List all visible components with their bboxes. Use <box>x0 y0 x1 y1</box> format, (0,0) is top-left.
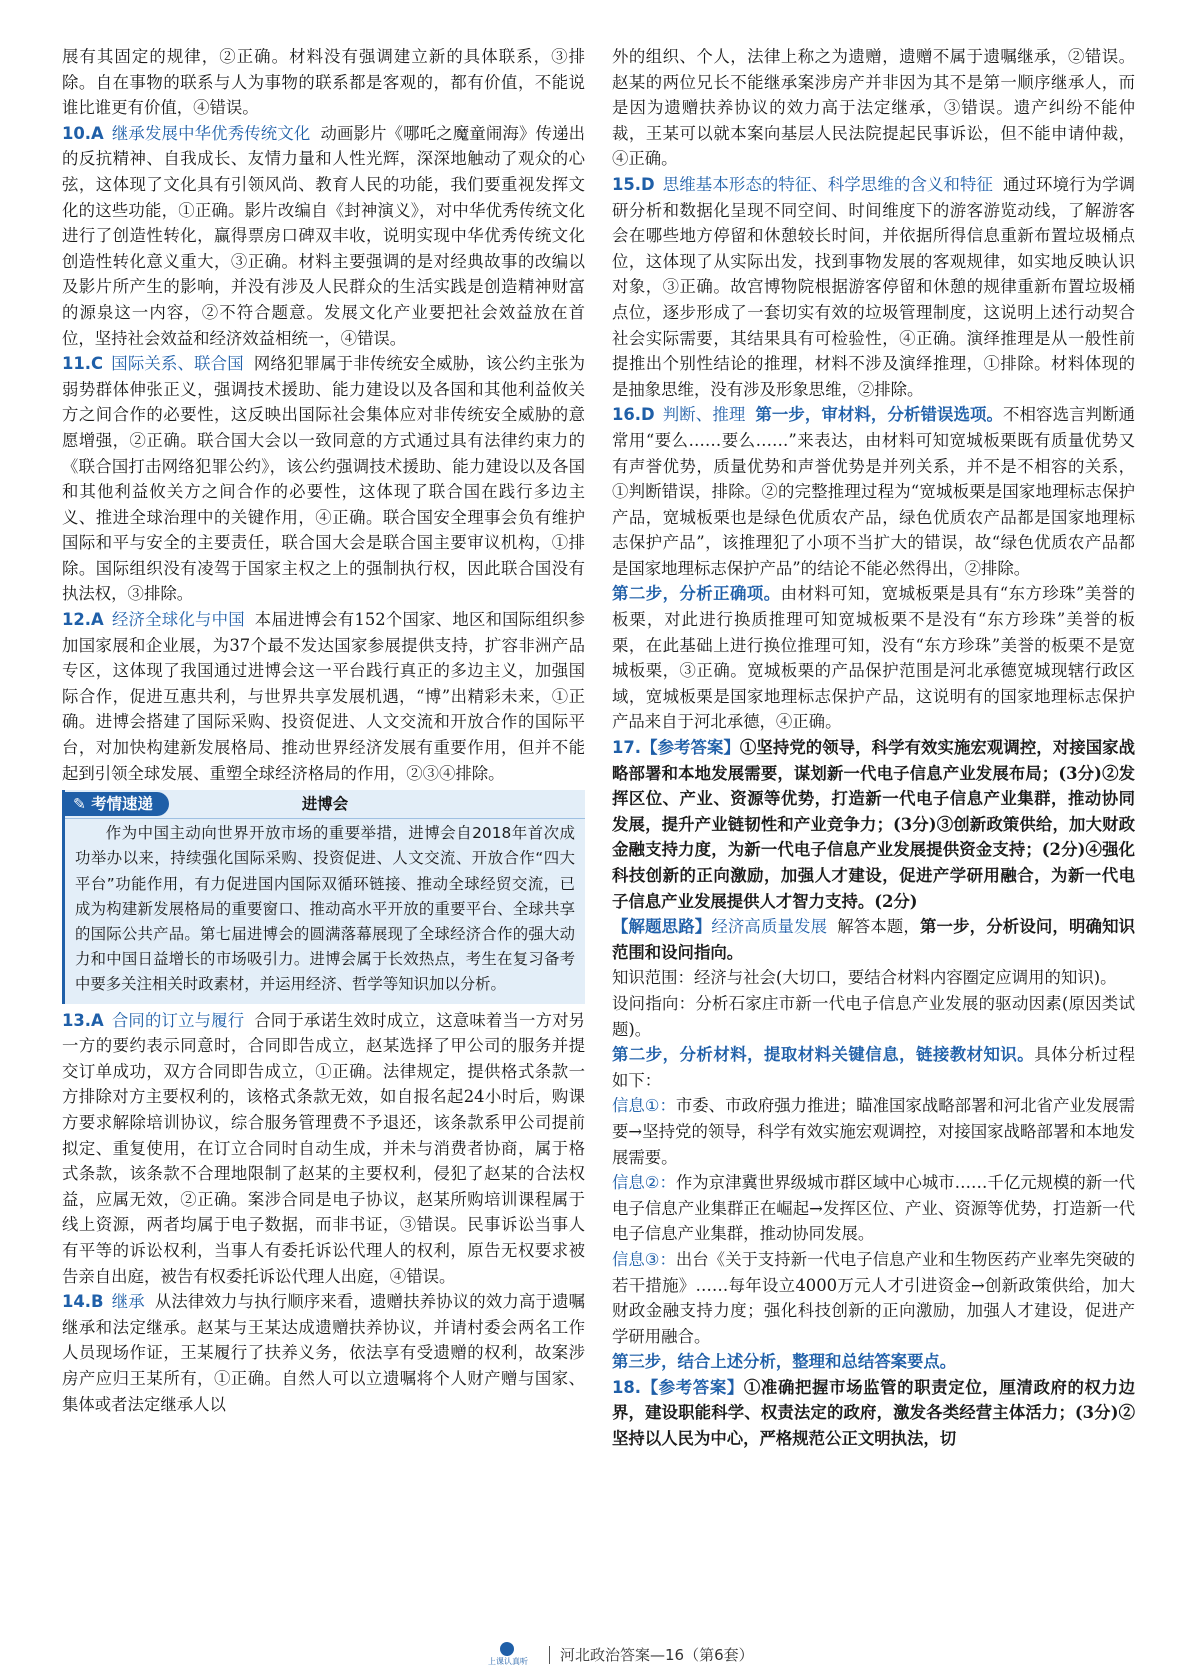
paragraph-continued: 展有其固定的规律，②正确。材料没有强调建立新的具体联系，③排除。自在事物的联系与人为事物的联系都是客观的，都有价值，不能说谁比谁更有价值，④错误。 <box>62 47 585 118</box>
info-text: 出台《关于支持新一代电子信息产业和生物医药产业率先突破的若干措施》……每年设立4000万元人才引进资金→创新政策供给，加大财政金融支持力度；强化科技创新的正向激励，加强人才建设，促进产学研用融合。 <box>612 1249 1135 1346</box>
answer-16 <box>612 402 1135 581</box>
step-two: 第二步，分析正确项。 <box>612 584 781 604</box>
knowledge-point: 继承发展中华优秀传统文化 <box>111 123 311 143</box>
question-number: 14.B <box>62 1292 104 1312</box>
answer-text: 动画影片《哪吒之魔童闹海》传递出的反抗精神、自我成长、友情力量和人性光辉，深深地触动了观众的心弦，这体现了文化具有引领风尚、教育人民的功能，我们要重视发挥文化的这些功能，①正确。影片改编自《封神演义》，对中华优秀传统文化进行了创造性转化，赢得票房口碑双丰收，说明实现中华优秀传统文化创造性转化意义重大，③正确。材料主要强调的是对经典故事的改编以及影片所产生的影响，并没有涉及人民群众的生活实践是创造精神财富的源泉这一内容，②不符合题意。发展文化产业要把社会效益放在首位，坚持社会效益和经济效益相统一，④错误。 <box>62 123 586 348</box>
solution-intro: 解答本题， <box>837 917 920 937</box>
info-label: 信息①： <box>612 1096 676 1116</box>
knowledge-point: 经济高质量发展 <box>711 917 828 937</box>
answer-text: 本届进博会有152个国家、地区和国际组织参加国家展和企业展，为37个最不发达国家参展提供支持，扩容非洲产品专区，这体现了我国通过进博会这一平台践行真正的多边主义，加强国际合作，促进互惠共利，与世界共享发展机遇，“博”出精彩未来，①正确。进博会搭建了国际采购、投资促进、人文交流和开放合作的国际平台，对加快构建新发展格局、推动世界经济发展有重要作用，但并不能起到引领全球发展、重塑全球经济格局的作用，②③④排除。 <box>62 610 585 783</box>
solution-idea-label: 【解题思路】 <box>612 917 712 937</box>
left-column <box>62 44 585 1417</box>
answer-text: 通过环境行为学调研分析和数据化呈现不同空间、时间维度下的游客游览动线，了解游客会在哪些地方停留和休憩较长时间，并依据所得信息重新布置垃圾桶点位，这体现了从实际出发，找到事物发展的客观规律，如实地反映认识对象，③正确。故宫博物院根据游客停留和休憩的规律重新布置垃圾桶点位，逐步形成了一套切实有效的垃圾管理制度，这说明上述行动契合社会实际需要，其结果具有可检验性，④正确。演绎推理是从一般性前提推出个别性结论的推理，材料不涉及演绎推理，①排除。材料体现的是抽象思维，没有涉及形象思维，②排除。 <box>612 174 1136 399</box>
step-two: 第二步，分析材料，提取材料关键信息，链接教材知识。 <box>612 1045 1035 1065</box>
exam-trend-tag-label: 考情速递 <box>91 795 153 814</box>
info-label: 信息③： <box>612 1249 676 1269</box>
step-one: 第一步，审材料，分析错误选项。 <box>755 405 1004 425</box>
knowledge-point: 国际关系、联合国 <box>111 354 244 374</box>
info-text: 作为京津冀世界级城市群区域中心城市……千亿元规模的新一代电子信息产业集群正在崛起→发挥区位、产业、资源等优势，打造新一代电子信息产业集群，推动协同发展。 <box>612 1173 1135 1244</box>
question-number: 18. <box>612 1377 642 1397</box>
info-1 <box>612 1093 1135 1170</box>
answer-text: 合同于承诺生效时成立，这意味着当一方对另一方的要约表示同意时，合同即告成立，赵某选择了甲公司的服务并提交订单成功，双方合同即告成立，①正确。法律规定，提供格式条款一方排除对方主要权利的，该格式条款无效，如自报名起24小时后，购课方要求解除培训协议，综合服务管理费不予退还，该条款系甲公司提前拟定、重复使用，在订立合同时自动生成，并未与消费者协商，属于格式条款，该条款不合理地限制了赵某的主要权利，侵犯了赵某的合法权益，应属无效，②正确。案涉合同是电子协议，赵某所购培训课程属于线上资源，两者均属于电子数据，而非书证，③错误。民事诉讼当事人有平等的诉讼权利，当事人有委托诉讼代理人的权利，原告无权要求被告亲自出庭，被告有权委托诉讼代理人出庭，④错误。 <box>62 1010 586 1286</box>
info-3 <box>612 1247 1135 1349</box>
question-number: 12.A <box>62 610 104 630</box>
question-number: 15.D <box>612 174 655 194</box>
question-number: 10.A <box>62 123 104 143</box>
knowledge-point: 继承 <box>111 1292 145 1312</box>
question-number: 16.D <box>612 405 655 425</box>
pen-icon: ✎ <box>73 795 86 814</box>
step-three: 第三步，结合上述分析，整理和总结答案要点。 <box>612 1352 957 1372</box>
answer-10 <box>62 121 585 351</box>
solution-idea <box>612 914 1135 965</box>
info-label: 信息②： <box>612 1173 676 1193</box>
reference-answer-label: 【参考答案】 <box>641 738 740 758</box>
answer-text: 从法律效力与执行顺序来看，遗赠扶养协议的效力高于遗嘱继承和法定继承。赵某与王某达成遗赠扶养协议，并请村委会两名工作人员现场作证，王某履行了扶养义务，依法享有受遗赠的权利，故案涉房产应归王某所有，①正确。自然人可以立遗嘱将个人财产赠与国家、集体或者法定继承人以 <box>62 1292 586 1414</box>
question-number: 11.C <box>62 354 104 374</box>
exam-trend-header <box>65 790 585 819</box>
reference-answer-label: 【参考答案】 <box>641 1377 744 1397</box>
knowledge-point: 思维基本形态的特征、科学思维的含义和特征 <box>662 174 994 194</box>
knowledge-point: 经济全球化与中国 <box>111 610 245 630</box>
answer-11 <box>62 351 585 607</box>
footer-text: 河北政治答案—16（第6套） <box>560 1646 754 1664</box>
answer-text: 不相容选言判断通常用“要么……要么……”来表达，由材料可知宽城板栗既有质量优势又有声誉优势，质量优势和声誉优势是并列关系，并不是不相容的关系，①判断错误，排除。②的完整推理过程为“宽城板栗是国家地理标志保护产品，宽城板栗也是绿色优质农产品，绿色优质农产品都是国家地理标志保护产品”，该推理犯了小项不当扩大的错误，故“绿色优质农产品都是国家地理标志保护产品”的结论不能必然得出，②排除。 <box>612 405 1136 578</box>
answer-15 <box>612 172 1135 402</box>
exam-trend-title: 进博会 <box>301 795 349 814</box>
knowledge-point: 判断、推理 <box>662 405 746 425</box>
answer-16-step2 <box>612 581 1135 735</box>
page-footer <box>0 1640 1179 1670</box>
info-2 <box>612 1170 1135 1247</box>
paragraph-continued: 外的组织、个人，法律上称之为遗赠，遗赠不属于遗嘱继承，②错误。赵某的两位兄长不能继承案涉房产并非因为其不是第一顺序继承人，而是因为遗赠扶养协议的效力高于法定继承，③错误。遗产纠纷不能仲裁，王某可以就本案向基层人民法院提起民事诉讼，但不能申请仲裁，④正确。 <box>612 47 1135 169</box>
exam-trend-body: 作为中国主动向世界开放市场的重要举措，进博会自2018年首次成功举办以来，持续强化国际采购、投资促进、人文交流、开放合作“四大平台”功能作用，有力促进国内国际双循环链接、推动全球经贸交流，已成为构建新发展格局的重要窗口、推动高水平开放的重要平台、全球共享的国际公共产品。第七届进博会的圆满落幕展现了全球经济合作的强大动力和中国日益增长的市场吸引力。进博会属于长效热点，考生在复习备考中要多关注相关时政素材，并运用经济、哲学等知识加以分析。 <box>75 824 575 994</box>
knowledge-scope: 知识范围：经济与社会(大切口，要结合材料内容圈定应调用的知识)。 <box>612 968 1117 988</box>
step-one: 第一步，分析设问，明确知识范围和设问指向。 <box>612 917 1136 962</box>
publisher-logo <box>472 1642 544 1668</box>
right-column <box>612 44 1135 1452</box>
knowledge-point: 合同的订立与履行 <box>111 1010 245 1030</box>
info-text: 市委、市政府强力推进；瞄准国家战略部署和河北省产业发展需要→坚持党的领导，科学有效实施宏观调控，对接国家战略部署和本地发展需要。 <box>612 1096 1135 1167</box>
step-two-line <box>612 1042 1135 1093</box>
question-direction: 设问指向：分析石家庄市新一代电子信息产业发展的驱动因素(原因类试题)。 <box>612 993 1135 1039</box>
step-two-tail: 具体分析过程如下： <box>612 1045 1136 1090</box>
answer-14 <box>62 1289 585 1417</box>
exam-trend-box <box>62 790 585 1003</box>
exam-trend-tag <box>65 792 169 816</box>
answer-18 <box>612 1375 1135 1452</box>
reference-answer: ①坚持党的领导，科学有效实施宏观调控，对接国家战略部署和本地发展需要，谋划新一代电子信息产业发展布局；(3分)②发挥区位、产业、资源等优势，打造新一代电子信息产业集群，推动协同发展，提升产业链韧性和产业竞争力；(3分)③创新政策供给，加大财政金融支持力度，为新一代电子信息产业发展提供资金支持；(2分)④强化科技创新的正向激励，加强人才建设，促进产学研用融合，为新一代电子信息产业发展提供人才智力支持。(2分) <box>612 738 1136 911</box>
logo-line-1: 上课认真听 <box>488 1657 528 1666</box>
answer-13 <box>62 1008 585 1290</box>
reference-answer: ①准确把握市场监管的职责定位，厘清政府的权力边界，建设职能科学、权责法定的政府，激发各类经营主体活力；(3分)②坚持以人民为中心，严格规范公正文明执法，切 <box>612 1377 1136 1449</box>
question-number: 17. <box>612 738 642 758</box>
logo-icon <box>500 1642 514 1656</box>
answer-text: 网络犯罪属于非传统安全威胁，该公约主张为弱势群体伸张正义，强调技术援助、能力建设以及各国和其他利益攸关方之间合作的必要性，这反映出国际社会集体应对非传统安全威胁的意愿增强，②正确。联合国大会以一致同意的方式通过具有法律约束力的《联合国打击网络犯罪公约》，该公约强调技术援助、能力建设以及各国和其他利益攸关方之间合作的必要性，这体现了联合国在践行多边主义、推进全球治理中的关键作用，④正确。联合国安全理事会负有维护国际和平与安全的主要责任，联合国大会是联合国主要审议机构，①排除。国际组织没有凌驾于国家主权之上的强制执行权，因此联合国没有执法权，③排除。 <box>62 354 586 604</box>
answer-12 <box>62 607 585 786</box>
footer-divider <box>549 1646 550 1664</box>
answer-text: 由材料可知，宽城板栗是具有“东方珍珠”美誉的板栗，对此进行换质推理可知宽城板栗不是没有“东方珍珠”美誉的板栗，在此基础上进行换位推理可知，没有“东方珍珠”美誉的板栗不是宽城板栗，③正确。宽城板栗的产品保护范围是河北承德宽城现辖行政区域，宽城板栗是国家地理标志保护产品，这说明有的国家地理标志保护产品来自于河北承德，④正确。 <box>612 584 1135 732</box>
question-number: 13.A <box>62 1010 104 1030</box>
answer-17 <box>612 735 1135 914</box>
